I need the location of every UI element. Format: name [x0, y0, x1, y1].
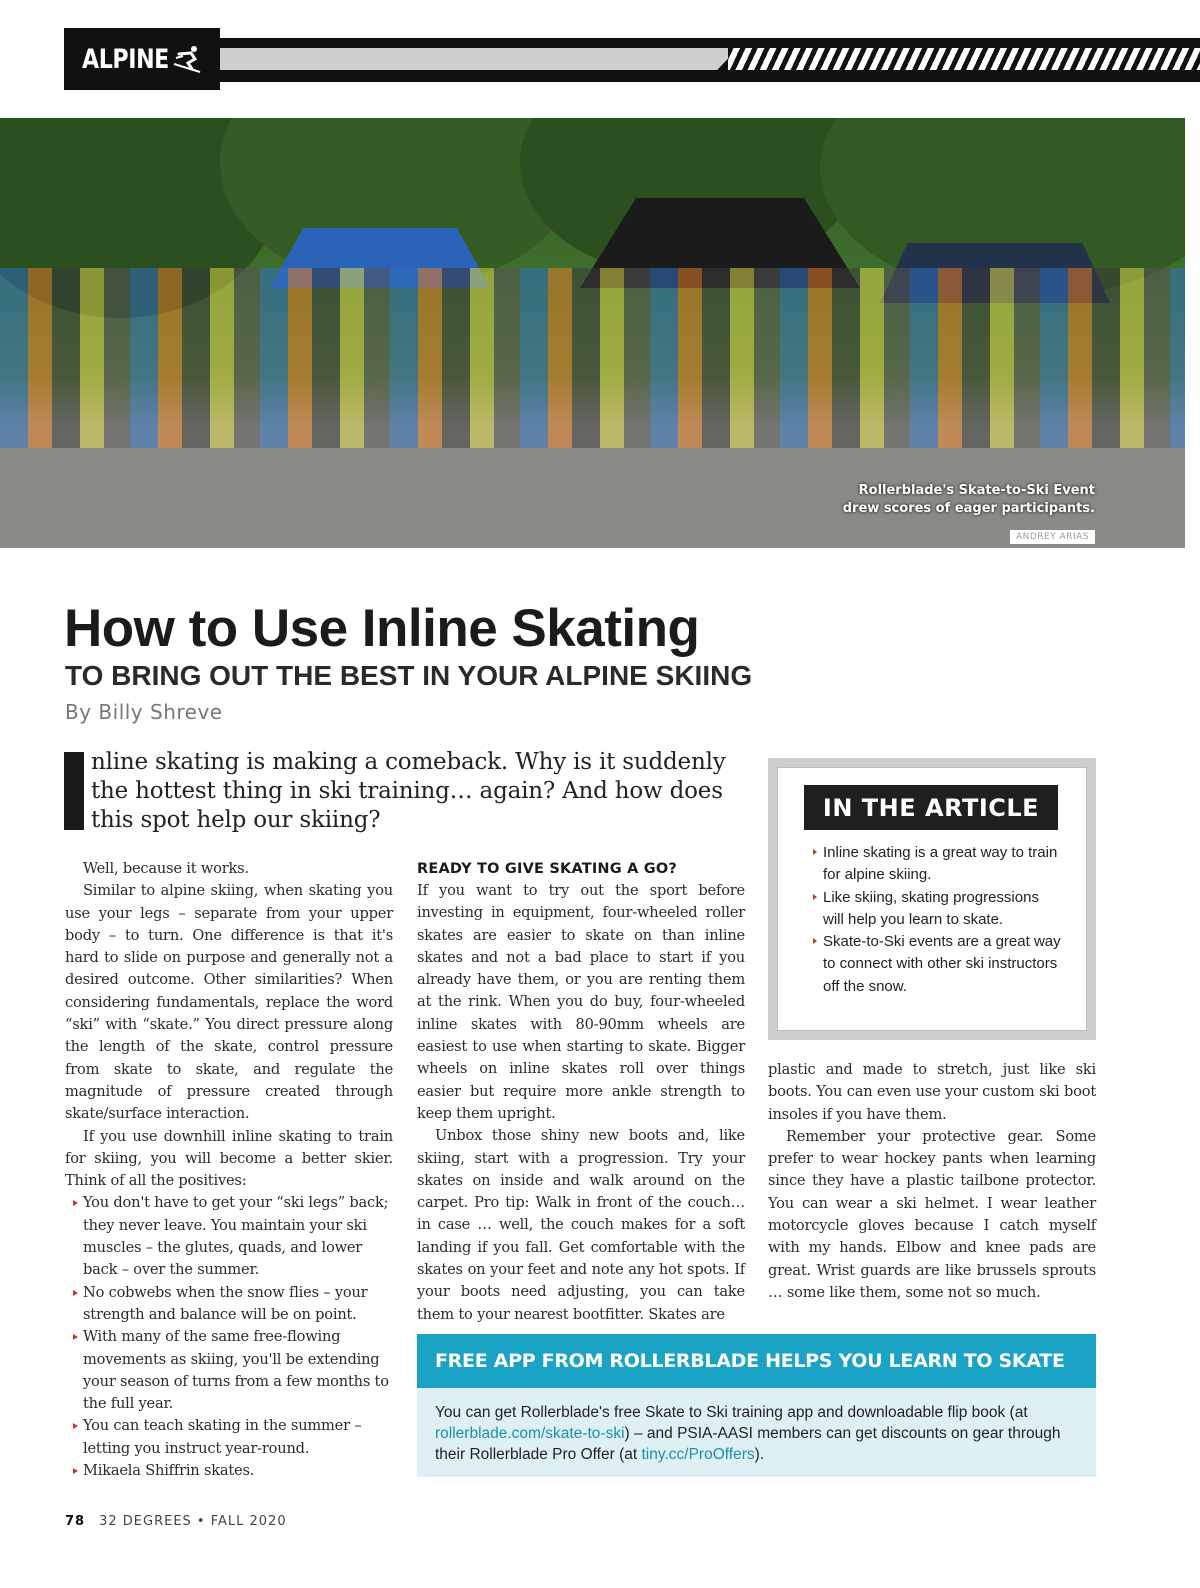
photo-caption-line1: Rollerblade's Skate-to-Ski Event: [858, 483, 1095, 498]
paragraph: Unbox those shiny new boots and, like skiing, start with a progression. Try your skates on inside and walk around on the carpet. Pro tip: Walk in front of the couch… in case … well, the couch makes for a soft landing if you fall. Get comfortable with the skates on your feet and note any hot spots. If your boots need adjusting, you can take them to your nearest bootfitter. Skates are: [417, 1127, 745, 1323]
pro-offers-link[interactable]: tiny.cc/ProOffers: [641, 1446, 755, 1463]
page-number: 78: [65, 1514, 86, 1529]
byline: By Billy Shreve: [65, 700, 223, 724]
sidebar-item: Skate-to-Ski events are a great way to connect with other ski instructors off the snow.: [813, 931, 1063, 998]
page-footer: [65, 1514, 287, 1529]
section-tag: [64, 28, 220, 90]
article-subtitle: TO BRING OUT THE BEST IN YOUR ALPINE SKIING: [65, 660, 753, 691]
body-column-3: [768, 1059, 1096, 1304]
list-item: Mikaela Shiffrin skates.: [65, 1460, 393, 1482]
header-grey-bar: [218, 48, 738, 70]
event-photo: [0, 118, 1185, 548]
app-promo-text-part: ) – and PSIA-AASI members can get discounts on gear through their Rollerblade Pro Offer (at: [435, 1425, 1061, 1463]
paragraph: If you use downhill inline skating to train for skiing, you will become a better skier. Think of all the positives:: [65, 1127, 393, 1190]
skier-icon: [170, 42, 204, 76]
publication-name: 32 DEGREES • FALL 2020: [99, 1514, 287, 1529]
app-promo-text: [417, 1388, 1096, 1465]
body-column-2: [417, 858, 745, 1326]
sidebar-list: [813, 842, 1063, 998]
paragraph: Similar to alpine skiing, when skating you use your legs – separate from your upper body – to turn. One difference is that it's hard to slide on purpose and generally not a desired outcome. Other similarities? When considering fundamentals, replace the word “ski” with “skate.” You direct pressure along the length of the skate, control pressure from skate to skate, and regulate the magnitude of pressure created through skate/surface interaction.: [65, 882, 393, 1123]
paragraph: plastic and made to stretch, just like ski boots. You can even use your custom ski boot insoles if you have them.: [768, 1061, 1096, 1123]
section-heading: READY TO GIVE SKATING A GO?: [417, 861, 678, 877]
list-item: You can teach skating in the summer – letting you instruct year-round.: [65, 1415, 393, 1460]
section-tag-label: ALPINE: [82, 43, 169, 75]
app-promo-heading: FREE APP FROM ROLLERBLADE HELPS YOU LEARN TO SKATE: [417, 1334, 1096, 1388]
photo-caption: [843, 482, 1095, 518]
list-item: With many of the same free-flowing movements as skiing, you'll be extending your season of turns from a few months to the full year.: [65, 1326, 393, 1415]
photo-credit: ANDREY ARIAS: [1010, 530, 1095, 544]
sidebar-item: Inline skating is a great way to train for alpine skiing.: [813, 842, 1063, 887]
drop-cap: [64, 752, 84, 830]
body-column-1: [65, 858, 393, 1482]
list-item: No cobwebs when the snow flies – your strength and balance will be on point.: [65, 1282, 393, 1327]
article-title: How to Use Inline Skating: [64, 599, 700, 658]
app-promo-text-part: You can get Rollerblade's free Skate to Ski training app and downloadable flip book (at: [435, 1404, 1028, 1421]
in-the-article-sidebar: [768, 758, 1096, 1040]
positives-list: [65, 1192, 393, 1482]
app-promo-text-part: ).: [754, 1446, 765, 1463]
lead-paragraph: nline skating is making a comeback. Why is it suddenly the hottest thing in ski training… again? And how does this spot help our skiing?: [91, 749, 726, 833]
rollerblade-skate-to-ski-link[interactable]: rollerblade.com/skate-to-ski: [435, 1425, 625, 1442]
paragraph: Remember your protective gear. Some prefer to wear hockey pants when learning since they have a plastic tailbone protector. You can wear a ski helmet. I wear leather motorcycle gloves because I catch myself with my hands. Elbow and knee pads are great. Wrist guards are like brussels sprouts … some like them, some not so much.: [768, 1127, 1096, 1301]
sidebar-heading: IN THE ARTICLE: [804, 785, 1058, 830]
header-stripes: [728, 48, 1200, 70]
paragraph: If you want to try out the sport before investing in equipment, four-wheeled roller skates are easier to skate on than inline skates and not a bad place to start if you already have them, or you are renting them at the rink. When you do buy, four-wheeled inline skates with 80-90mm wheels are easiest to use when starting to skate. Bigger wheels on inline skates roll over things easier but require more ankle strength to keep them upright.: [417, 882, 745, 1122]
photo-caption-line2: drew scores of eager participants.: [842, 501, 1095, 516]
list-item: You don't have to get your “ski legs” back; they never leave. You maintain your ski muscles – the glutes, quads, and lower back – over the summer.: [65, 1192, 393, 1281]
sidebar-item: Like skiing, skating progressions will help you learn to skate.: [813, 887, 1063, 932]
app-promo-box: [417, 1334, 1096, 1477]
paragraph: Well, because it works.: [83, 860, 249, 877]
